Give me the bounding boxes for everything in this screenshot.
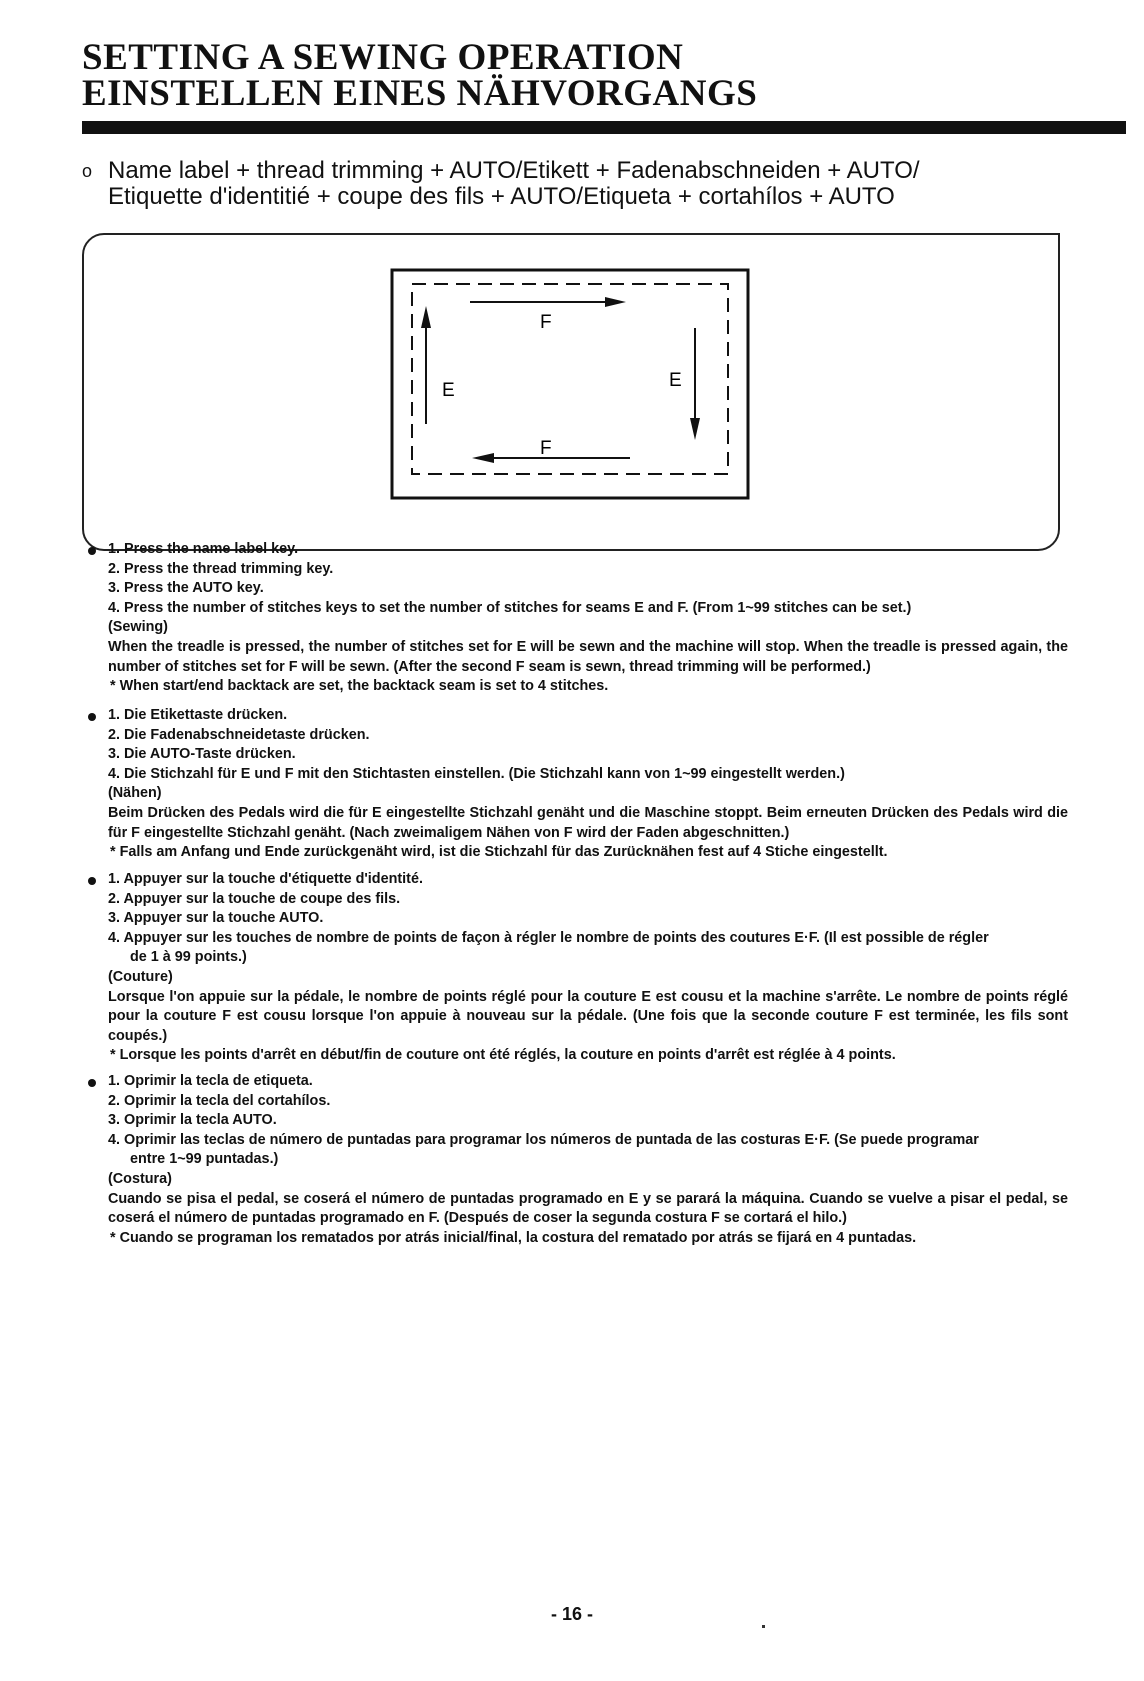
- bullet-dot: [88, 877, 96, 885]
- step-4-continued: de 1 à 99 points.): [130, 949, 247, 966]
- step-4: 4. Appuyer sur les touches de nombre de points de façon à régler le nombre de points des coutures E·F. (Il est possible de régler: [108, 929, 989, 946]
- subtitle-line-1: Name label + thread trimming + AUTO/Etikett + Fadenabschneiden + AUTO/: [108, 157, 920, 184]
- sewing-description: Beim Drücken des Pedals wird die für E eingestellte Stichzahl genäht und die Maschine stoppt. Beim erneuten Drücken des Pedals wird die für F eingestellte Stichzahl genäht. (Nach zweimaligem Nähen von F wird der Faden abgeschnitten.): [108, 804, 1068, 841]
- sewing-heading: (Nähen): [108, 785, 162, 802]
- label-bottom-seam: F: [540, 438, 552, 459]
- bullet-dot: [88, 1079, 96, 1087]
- backtack-note: * When start/end backtack are set, the backtack seam is set to 4 stitches.: [110, 678, 609, 695]
- title-line-german: EINSTELLEN EINES NÄHVORGANGS: [82, 73, 758, 114]
- top-seam-arrow-head: [605, 297, 626, 307]
- label-top-seam: F: [540, 312, 552, 333]
- step-2: 2. Oprimir la tecla del cortahílos.: [108, 1092, 331, 1109]
- label-left-seam: E: [442, 380, 455, 401]
- step-2: 2. Die Fadenabschneidetaste drücken.: [108, 726, 370, 743]
- step-4-continued: entre 1~99 puntadas.): [130, 1151, 279, 1168]
- backtack-note: * Falls am Anfang und Ende zurückgenäht wird, ist die Stichzahl für das Zurücknähen fest auf 4 Stiche eingestellt.: [110, 844, 888, 861]
- subtitle-line-2: Etiquette d'identitié + coupe des fils + AUTO/Etiqueta + cortahílos + AUTO: [108, 183, 895, 210]
- step-3: 3. Die AUTO-Taste drücken.: [108, 746, 296, 763]
- backtack-note: * Lorsque les points d'arrêt en début/fin de couture ont été réglés, la couture en points d'arrêt est réglée à 4 points.: [110, 1047, 896, 1064]
- page-title: [82, 37, 758, 114]
- seam-diagram: [390, 268, 750, 500]
- left-seam-arrow-head: [421, 306, 431, 328]
- step-4: 4. Oprimir las teclas de número de puntadas para programar los números de puntada de las costuras E·F. (Se puede programar: [108, 1131, 979, 1148]
- step-4: 4. Press the number of stitches keys to set the number of stitches for seams E and F. (From 1~99 stitches can be set.): [108, 599, 912, 616]
- step-1: 1. Press the name label key.: [108, 541, 299, 557]
- label-right-seam: E: [669, 370, 682, 391]
- scan-speck: [762, 1625, 765, 1628]
- step-3: 3. Appuyer sur la touche AUTO.: [108, 910, 324, 927]
- page-number: - 16 -: [550, 1604, 593, 1624]
- sewing-heading: (Costura): [108, 1170, 172, 1187]
- step-1: 1. Oprimir la tecla de etiqueta.: [108, 1073, 313, 1089]
- step-2: 2. Press the thread trimming key.: [108, 560, 334, 577]
- step-3: 3. Oprimir la tecla AUTO.: [108, 1112, 277, 1129]
- bullet-dot: [88, 547, 96, 555]
- sewing-description: Cuando se pisa el pedal, se coserá el número de puntadas programado en E y se parará la máquina. Cuando se vuelve a pisar el pedal, se coserá el número de puntadas programado en F. (Después de coser la segunda costura F se cortará el hilo.): [108, 1190, 1068, 1227]
- subtitle-bullet: o: [82, 161, 93, 181]
- title-line-english: SETTING A SEWING OPERATION: [82, 37, 684, 78]
- step-1: 1. Die Etikettaste drücken.: [108, 707, 288, 723]
- sewing-description: When the treadle is pressed, the number of stitches set for E will be sewn and the machine will stop. When the treadle is pressed again, the number of stitches set for F will be sewn. (After the second F seam is sewn, thread trimming will be performed.): [108, 638, 1068, 675]
- sewing-heading: (Sewing): [108, 619, 168, 636]
- title-rule: [82, 121, 1126, 134]
- right-seam-arrow-head: [690, 418, 700, 440]
- sewing-description: Lorsque l'on appuie sur la pédale, le nombre de points réglé pour la couture E est cousu et la machine s'arrête. Le nombre de points réglé pour la couture F est cousu lorsque l'on appuie à nouveau sur la pédale. (Une fois que la seconde couture F est terminée, les fils sont coupés.): [108, 988, 1068, 1044]
- backtack-note: * Cuando se programan los rematados por atrás inicial/final, la costura del rematado por atrás se fijará en 4 puntadas.: [110, 1229, 917, 1246]
- step-3: 3. Press the AUTO key.: [108, 580, 264, 597]
- step-2: 2. Appuyer sur la touche de coupe des fils.: [108, 890, 401, 907]
- sewing-heading: (Couture): [108, 968, 173, 985]
- bullet-dot: [88, 713, 96, 721]
- bottom-seam-arrow-head: [472, 453, 494, 463]
- step-1: 1. Appuyer sur la touche d'étiquette d'identité.: [108, 871, 423, 887]
- step-4: 4. Die Stichzahl für E und F mit den Stichtasten einstellen. (Die Stichzahl kann von 1~99 eingestellt werden.): [108, 765, 845, 782]
